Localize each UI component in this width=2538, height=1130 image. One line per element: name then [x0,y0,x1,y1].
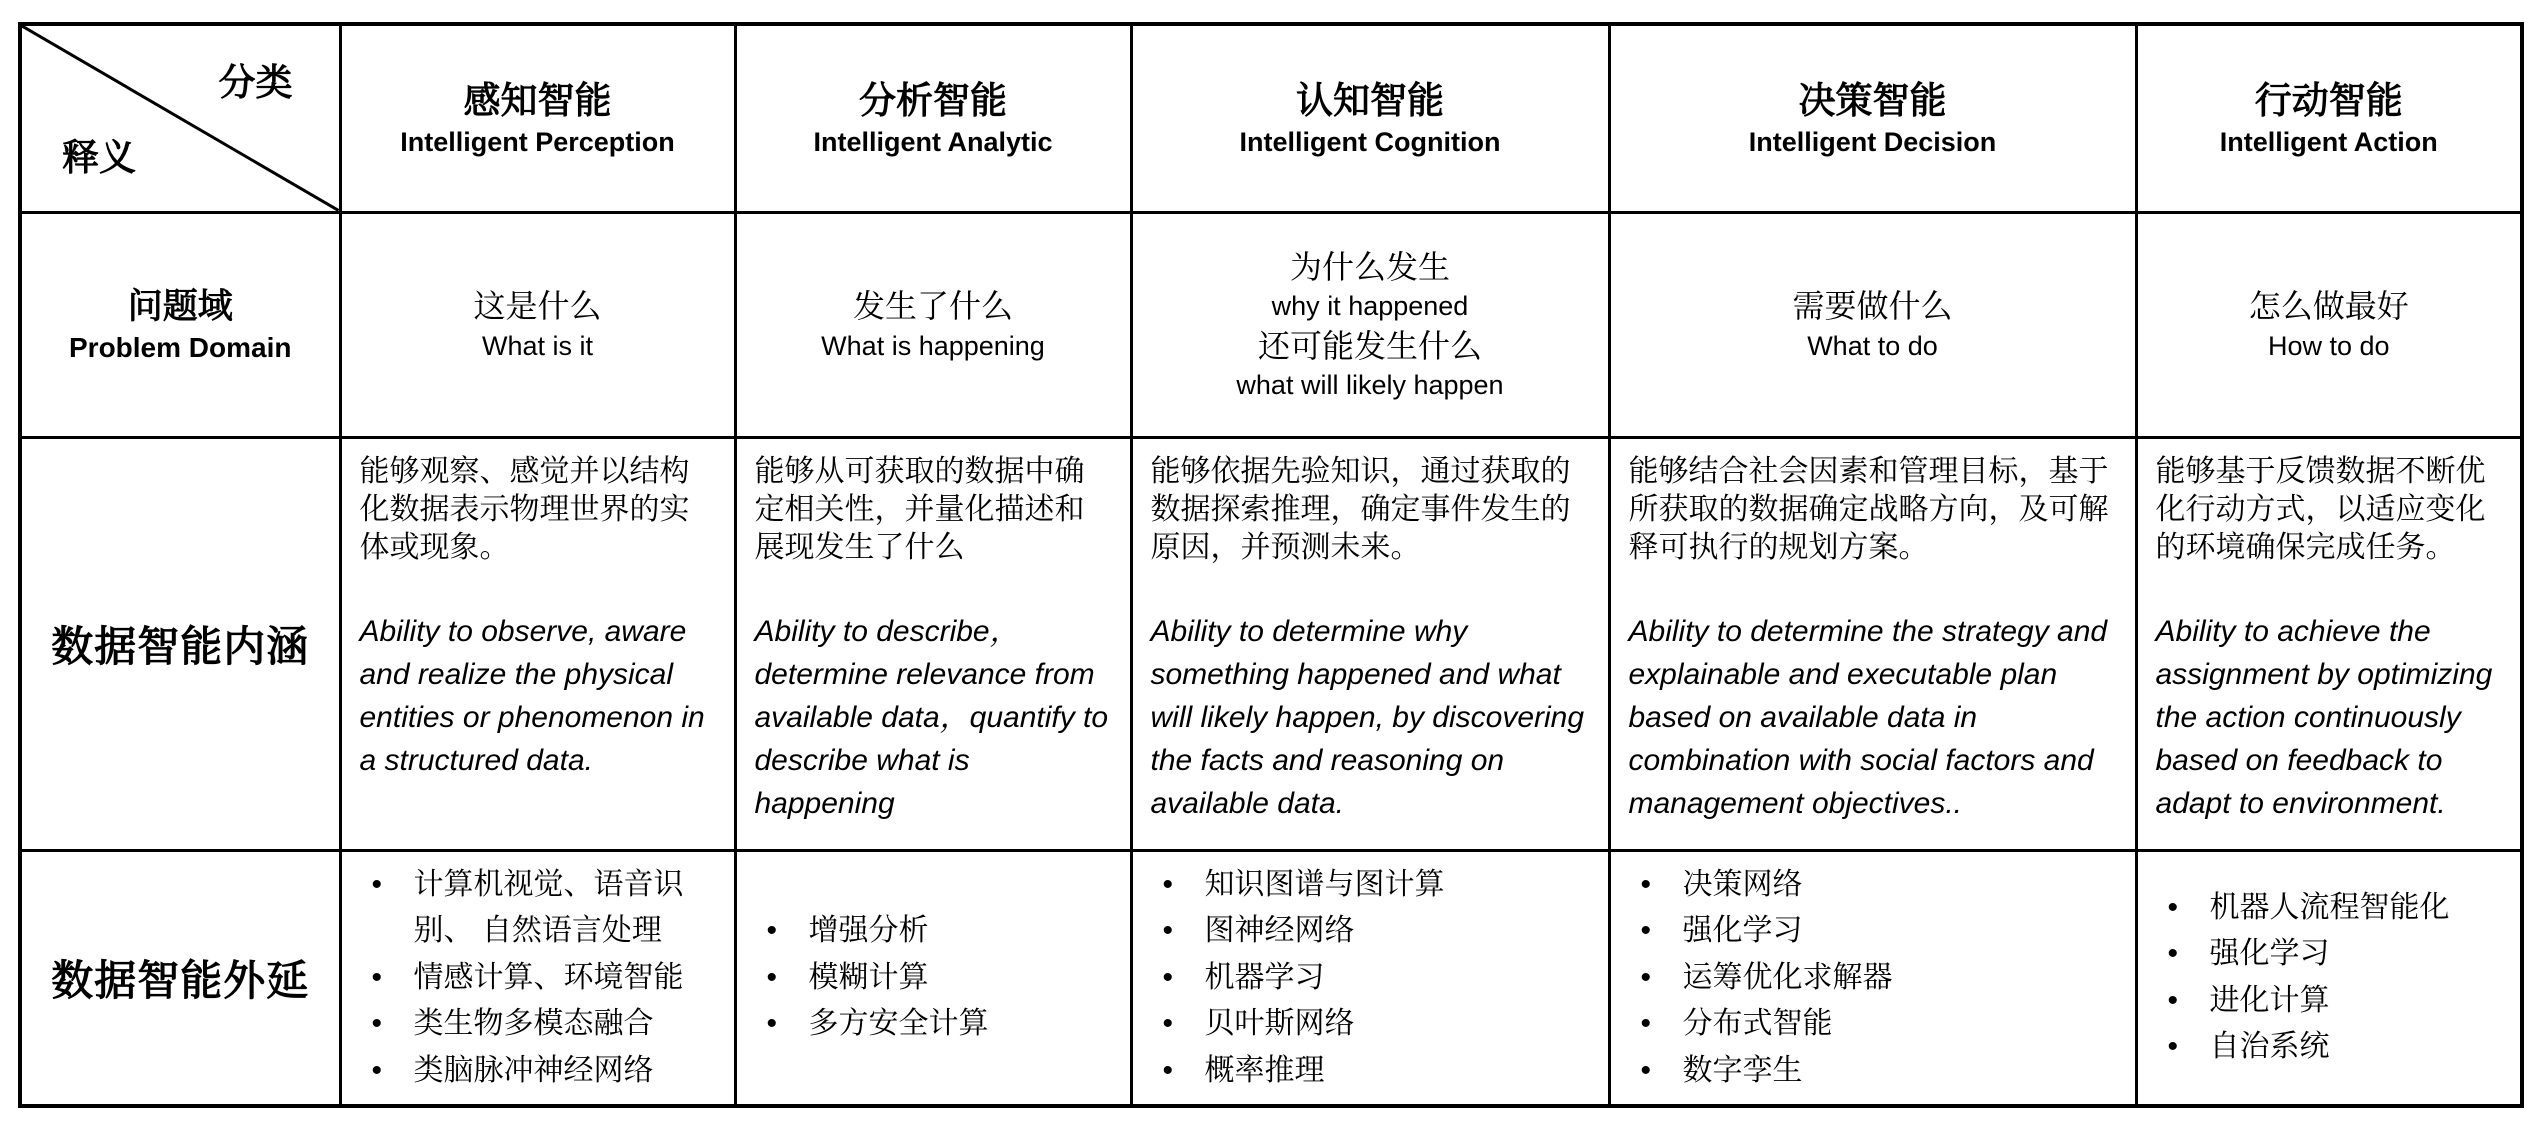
connotation-zh: 能够结合社会因素和管理目标，基于所获取的数据确定战略方向，及可解释可执行的规划方案。 [1628,454,2109,565]
question-zh: 需要做什么 [1792,288,1953,325]
corner-label-definition: 释义 [62,136,136,178]
extension-cell-cognition [1131,850,1609,1106]
extension-cell-action [2136,850,2522,1106]
list-item: • 进化计算 [2150,978,2509,1025]
connotation-en: Ability to determine the strategy and explainable and executable plan based on available data in combination with social factors and management objectives.. [1628,614,2108,821]
list-item: • 强化学习 [1623,908,2123,955]
question-en: What is it [481,330,594,361]
list-item: • 计算机视觉、语音识别、 自然语言处理 [354,862,722,955]
connotation-cell-analytic [735,437,1131,850]
connotation-row [20,437,2522,850]
column-title-zh: 分析智能 [859,79,1007,121]
list-item: • 强化学习 [2150,931,2509,978]
question-en: what will likely happen [1236,369,1504,400]
problem-domain-row [20,212,2522,437]
connotation-zh: 能够从可获取的数据中确定相关性，并量化描述和展现发生了什么 [754,454,1085,565]
list-item: • 自治系统 [2150,1024,2509,1071]
connotation-en: Ability to describe，determine relevance from available data，quantify to describe what is happening [754,614,1109,821]
extension-list [354,862,722,1095]
extension-cell-decision [1609,850,2136,1106]
extension-cell-perception [340,850,735,1106]
problem-domain-cell-action [2136,212,2522,437]
list-item: • 图神经网络 [1145,908,1596,955]
extension-list [1145,862,1596,1095]
question-en: why it happened [1271,291,1469,322]
problem-domain-cell-decision [1609,212,2136,437]
extension-list [2150,885,2509,1071]
list-item: • 知识图谱与图计算 [1145,862,1596,909]
problem-domain-cell-perception [340,212,735,437]
connotation-cell-perception [340,437,735,850]
extension-cell-analytic [735,850,1131,1106]
extension-row [20,850,2522,1106]
column-title-en: Intelligent Action [2219,127,2438,158]
list-item: • 运筹优化求解器 [1623,955,2123,1002]
list-item: • 分布式智能 [1623,1001,2123,1048]
question-zh: 这是什么 [473,288,602,325]
list-item: • 多方安全计算 [749,1001,1118,1048]
list-item: • 数字孪生 [1623,1048,2123,1095]
connotation-en: Ability to observe, aware and realize the physical entities or phenomenon in a structured data. [359,614,705,778]
question-en: How to do [2267,330,2390,361]
question-zh: 还可能发生什么 [1257,327,1482,364]
header-row [20,24,2522,212]
row-label-zh: 数据智能内涵 [51,622,310,670]
connotation-en: Ability to achieve the assignment by optimizing the action continuously based on feedback to adapt to environment. [2155,614,2493,821]
list-item: • 类生物多模态融合 [354,1001,722,1048]
list-item: • 贝叶斯网络 [1145,1001,1596,1048]
column-header-analytic [735,24,1131,212]
row-label-zh: 问题域 [127,286,233,326]
list-item: • 决策网络 [1623,862,2123,909]
list-item: • 模糊计算 [749,955,1118,1002]
list-item: • 类脑脉冲神经网络 [354,1048,722,1095]
row-label-extension [20,850,340,1106]
connotation-zh: 能够基于反馈数据不断优化行动方式，以适应变化的环境确保完成任务。 [2155,454,2486,565]
extension-list [1623,862,2123,1095]
corner-label-category: 分类 [218,62,293,103]
column-title-zh: 行动智能 [2254,79,2403,121]
problem-domain-cell-analytic [735,212,1131,437]
question-zh: 发生了什么 [852,288,1013,325]
list-item: • 机器学习 [1145,955,1596,1002]
connotation-cell-action [2136,437,2522,850]
column-header-cognition [1131,24,1609,212]
column-title-zh: 感知智能 [463,79,612,121]
question-en: What to do [1807,330,1938,361]
column-title-en: Intelligent Perception [400,127,675,158]
list-item: • 概率推理 [1145,1048,1596,1095]
column-header-action [2136,24,2522,212]
extension-list [749,908,1118,1048]
row-label-zh: 数据智能外延 [51,956,310,1004]
column-title-zh: 认知智能 [1296,79,1444,121]
connotation-cell-decision [1609,437,2136,850]
column-header-perception [340,24,735,212]
list-item: • 情感计算、环境智能 [354,955,722,1002]
question-zh: 为什么发生 [1289,249,1450,286]
connotation-zh: 能够依据先验知识，通过获取的数据探索推理，确定事件发生的原因，并预测未来。 [1150,454,1571,565]
connotation-zh: 能够观察、感觉并以结构化数据表示物理世界的实体或现象。 [359,454,690,565]
column-title-en: Intelligent Decision [1748,127,1997,158]
list-item: • 机器人流程智能化 [2150,885,2509,932]
column-title-en: Intelligent Analytic [813,127,1053,158]
list-item: • 增强分析 [749,908,1118,955]
row-label-en: Problem Domain [69,331,292,363]
connotation-en: Ability to determine why something happened and what will likely happen, by discovering the facts and reasoning on available data. [1150,614,1585,821]
row-label-problem-domain [20,212,340,437]
question-en: What is happening [821,330,1045,361]
row-label-connotation [20,437,340,850]
connotation-cell-cognition [1131,437,1609,850]
column-title-zh: 决策智能 [1798,79,1947,121]
column-header-decision [1609,24,2136,212]
corner-cell [20,24,340,212]
column-title-en: Intelligent Cognition [1239,127,1501,158]
problem-domain-cell-cognition [1131,212,1609,437]
intelligence-matrix-table [18,22,2524,1108]
question-zh: 怎么做最好 [2248,288,2409,325]
